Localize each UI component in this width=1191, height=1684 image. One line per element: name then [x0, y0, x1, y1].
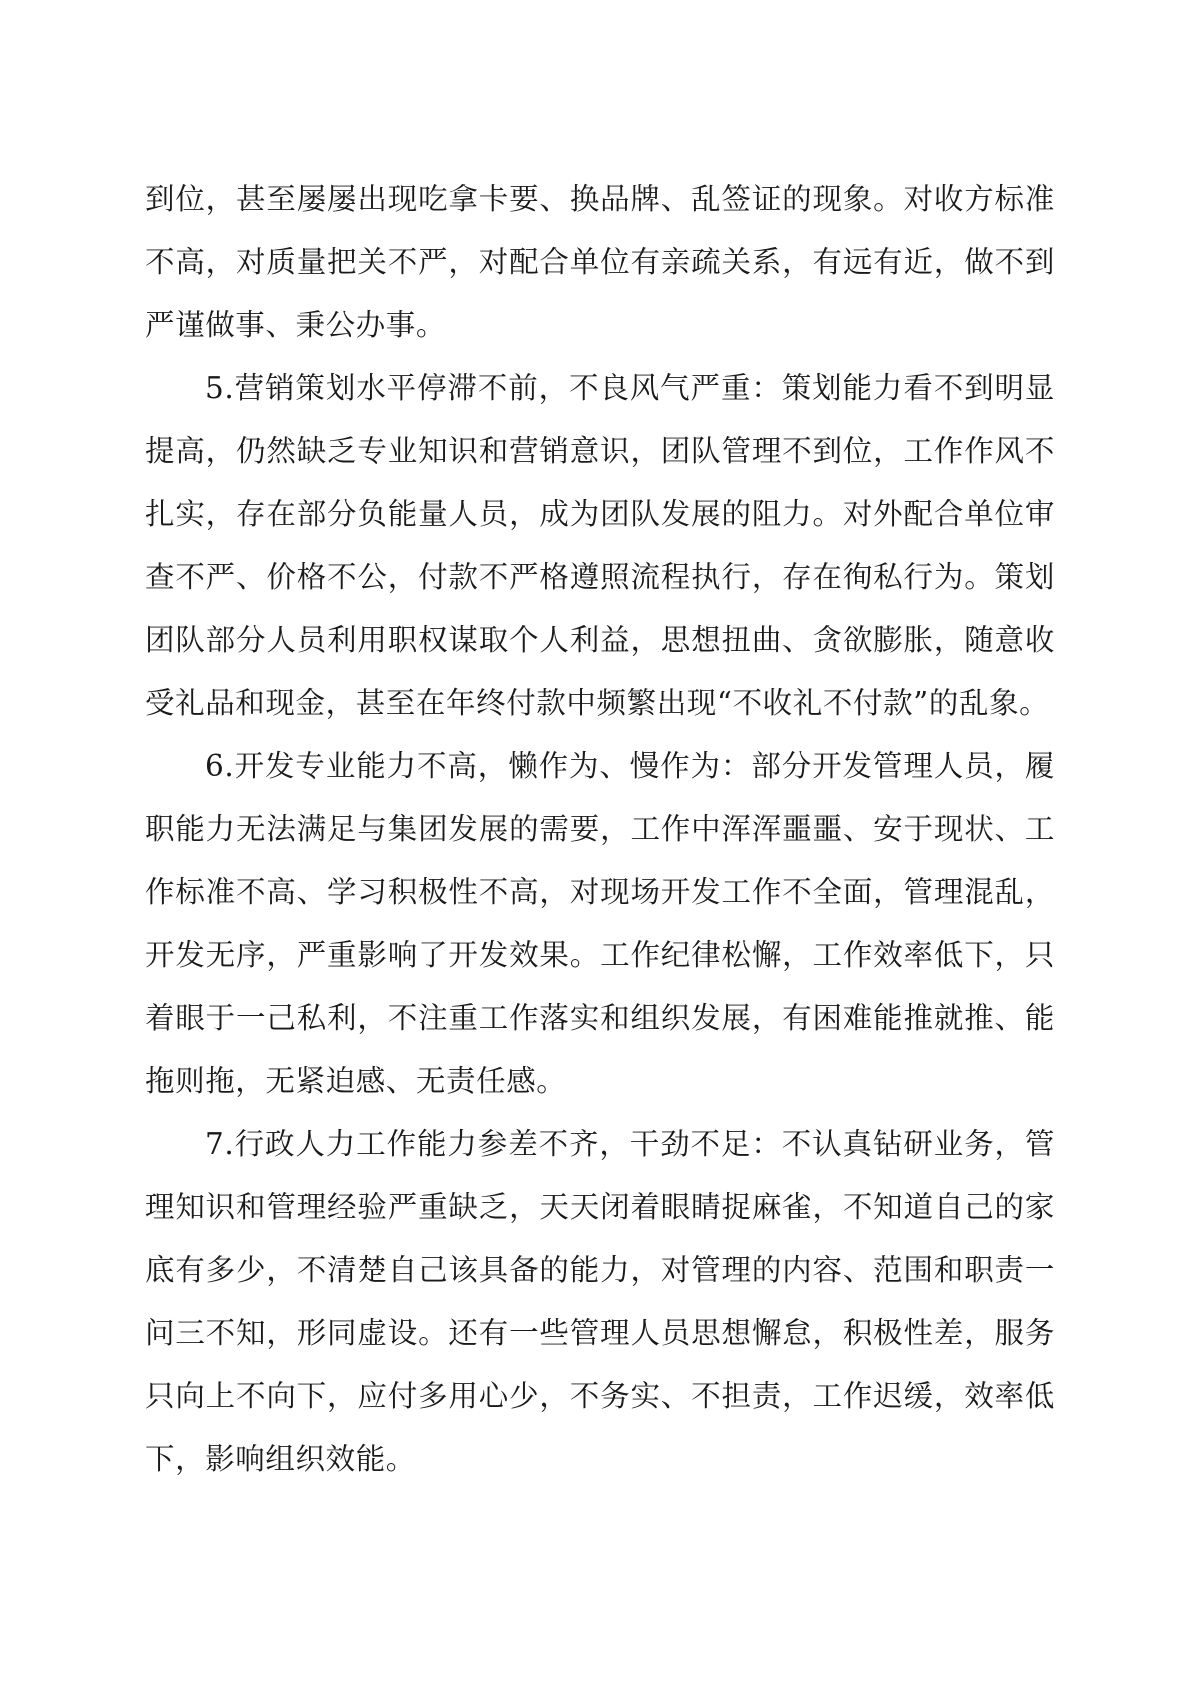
paragraph-continuation: 到位，甚至屡屡出现吃拿卡要、换品牌、乱签证的现象。对收方标准不高，对质量把关不严，对配合单位有亲疏关系，有远有近，做不到严谨做事、秉公办事。: [145, 182, 1055, 342]
paragraph-item-5-marketing: 5.营销策划水平停滞不前，不良风气严重：策划能力看不到明显提高，仍然缺乏专业知识和营销意识，团队管理不到位，工作作风不扎实，存在部分负能量人员，成为团队发展的阻力。对外配合单位审查不严、价格不公，付款不严格遵照流程执行，存在徇私行为。策划团队部分人员利用职权谋取个人利益，思想扭曲、贪欲膨胀，随意收受礼品和现金，甚至在年终付款中频繁出现“不收礼不付款”的乱象。: [145, 371, 1055, 720]
document-body: [145, 168, 1055, 1491]
paragraph-item-6-development: 6.开发专业能力不高，懒作为、慢作为：部分开发管理人员，履职能力无法满足与集团发展的需要，工作中浑浑噩噩、安于现状、工作标准不高、学习积极性不高，对现场开发工作不全面，管理混乱，开发无序，严重影响了开发效果。工作纪律松懈，工作效率低下，只着眼于一己私利，不注重工作落实和组织发展，有困难能推就推、能拖则拖，无紧迫感、无责任感。: [145, 749, 1055, 1098]
paragraph-item-7-administration: 7.行政人力工作能力参差不齐，干劲不足：不认真钻研业务，管理知识和管理经验严重缺乏，天天闭着眼睛捉麻雀，不知道自己的家底有多少，不清楚自己该具备的能力，对管理的内容、范围和职责一问三不知，形同虚设。还有一些管理人员思想懈怠，积极性差，服务只向上不向下，应付多用心少，不务实、不担责，工作迟缓，效率低下，影响组织效能。: [145, 1127, 1055, 1476]
